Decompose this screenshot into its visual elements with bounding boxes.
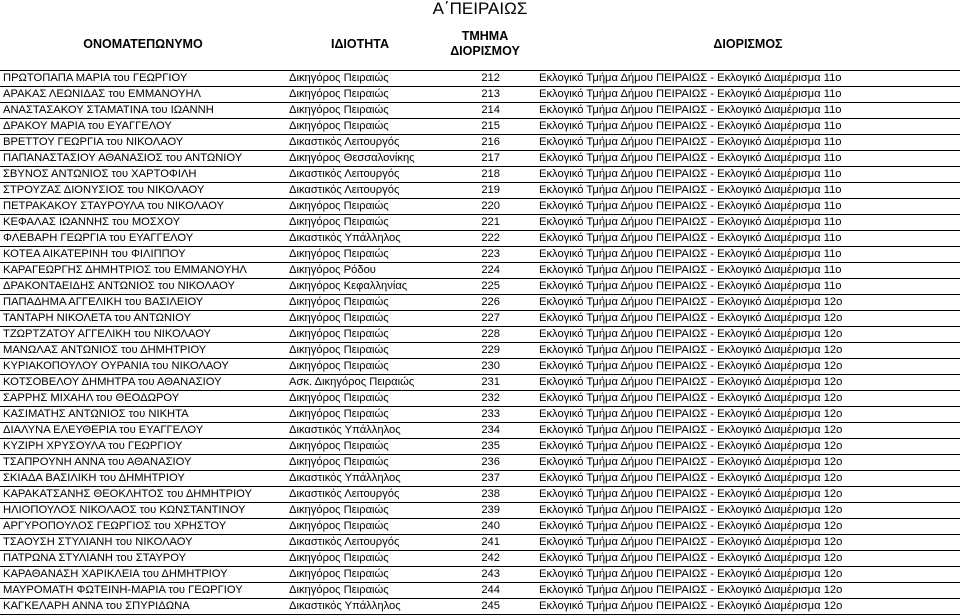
cell-name: ΤΑΝΤΑΡΗ ΝΙΚΟΛΕΤΑ του ΑΝΤΩΝΙΟΥ [0, 311, 286, 327]
cell-section: 217 [434, 151, 536, 167]
cell-assignment: Εκλογικό Τμήμα Δήμου ΠΕΙΡΑΙΩΣ - Εκλογικό Διαμέρισμα 12ο [536, 407, 960, 423]
cell-profession: Δικαστικός Υπάλληλος [286, 423, 434, 439]
cell-profession: Δικηγόρος Πειραιώς [286, 519, 434, 535]
cell-section: 219 [434, 183, 536, 199]
table-row [0, 519, 960, 535]
cell-assignment: Εκλογικό Τμήμα Δήμου ΠΕΙΡΑΙΩΣ - Εκλογικό Διαμέρισμα 11ο [536, 183, 960, 199]
table-row [0, 263, 960, 279]
cell-assignment: Εκλογικό Τμήμα Δήμου ΠΕΙΡΑΙΩΣ - Εκλογικό Διαμέρισμα 11ο [536, 87, 960, 103]
cell-section: 222 [434, 231, 536, 247]
cell-profession: Δικηγόρος Πειραιώς [286, 215, 434, 231]
cell-profession: Δικηγόρος Πειραιώς [286, 343, 434, 359]
column-header-profession: ΙΔΙΟΤΗΤΑ [286, 18, 434, 71]
cell-assignment: Εκλογικό Τμήμα Δήμου ΠΕΙΡΑΙΩΣ - Εκλογικό Διαμέρισμα 12ο [536, 567, 960, 583]
cell-assignment: Εκλογικό Τμήμα Δήμου ΠΕΙΡΑΙΩΣ - Εκλογικό Διαμέρισμα 12ο [536, 535, 960, 551]
cell-profession: Δικηγόρος Πειραιώς [286, 439, 434, 455]
table-row [0, 279, 960, 295]
cell-assignment: Εκλογικό Τμήμα Δήμου ΠΕΙΡΑΙΩΣ - Εκλογικό Διαμέρισμα 12ο [536, 375, 960, 391]
cell-profession: Δικηγόρος Πειραιώς [286, 359, 434, 375]
table-row [0, 151, 960, 167]
cell-name: ΜΑΥΡΟΜΑΤΗ ΦΩΤΕΙΝΗ-ΜΑΡΙΑ του ΓΕΩΡΓΙΟΥ [0, 583, 286, 599]
cell-assignment: Εκλογικό Τμήμα Δήμου ΠΕΙΡΑΙΩΣ - Εκλογικό Διαμέρισμα 12ο [536, 343, 960, 359]
cell-section: 240 [434, 519, 536, 535]
table-row [0, 343, 960, 359]
table-row [0, 599, 960, 615]
table-row [0, 183, 960, 199]
cell-assignment: Εκλογικό Τμήμα Δήμου ΠΕΙΡΑΙΩΣ - Εκλογικό Διαμέρισμα 11ο [536, 215, 960, 231]
cell-profession: Δικηγόρος Πειραιώς [286, 103, 434, 119]
cell-name: ΚΥΖΙΡΗ ΧΡΥΣΟΥΛΑ του ΓΕΩΡΓΙΟΥ [0, 439, 286, 455]
cell-section: 227 [434, 311, 536, 327]
cell-assignment: Εκλογικό Τμήμα Δήμου ΠΕΙΡΑΙΩΣ - Εκλογικό Διαμέρισμα 12ο [536, 311, 960, 327]
cell-name: ΤΣΑΟΥΣΗ ΣΤΥΛΙΑΝΗ του ΝΙΚΟΛΑΟΥ [0, 535, 286, 551]
table-row [0, 535, 960, 551]
cell-section: 212 [434, 71, 536, 87]
cell-profession: Δικηγόρος Πειραιώς [286, 327, 434, 343]
cell-section: 233 [434, 407, 536, 423]
cell-section: 238 [434, 487, 536, 503]
cell-name: ΠΑΤΡΩΝΑ ΣΤΥΛΙΑΝΗ του ΣΤΑΥΡΟΥ [0, 551, 286, 567]
cell-profession: Δικαστικός Λειτουργός [286, 535, 434, 551]
cell-section: 236 [434, 455, 536, 471]
cell-profession: Δικηγόρος Πειραιώς [286, 407, 434, 423]
cell-assignment: Εκλογικό Τμήμα Δήμου ΠΕΙΡΑΙΩΣ - Εκλογικό Διαμέρισμα 11ο [536, 199, 960, 215]
cell-name: ΠΡΩΤΟΠΑΠΑ ΜΑΡΙΑ του ΓΕΩΡΓΙΟΥ [0, 71, 286, 87]
cell-profession: Δικηγόρος Πειραιώς [286, 583, 434, 599]
cell-name: ΚΑΡΑΓΕΩΡΓΗΣ ΔΗΜΗΤΡΙΟΣ του ΕΜΜΑΝΟΥΗΛ [0, 263, 286, 279]
cell-name: ΔΡΑΚΟΝΤΑΕΙΔΗΣ ΑΝΤΩΝΙΟΣ του ΝΙΚΟΛΑΟΥ [0, 279, 286, 295]
table-row [0, 311, 960, 327]
cell-section: 231 [434, 375, 536, 391]
cell-profession: Δικηγόρος Πειραιώς [286, 567, 434, 583]
cell-section: 230 [434, 359, 536, 375]
cell-section: 216 [434, 135, 536, 151]
cell-name: ΚΕΦΑΛΑΣ ΙΩΑΝΝΗΣ του ΜΟΣΧΟΥ [0, 215, 286, 231]
cell-profession: Δικαστικός Λειτουργός [286, 167, 434, 183]
cell-profession: Δικηγόρος Πειραιώς [286, 71, 434, 87]
cell-assignment: Εκλογικό Τμήμα Δήμου ΠΕΙΡΑΙΩΣ - Εκλογικό Διαμέρισμα 11ο [536, 103, 960, 119]
cell-name: ΤΣΑΠΡΟΥΝΗ ΑΝΝΑ του ΑΘΑΝΑΣΙΟΥ [0, 455, 286, 471]
table-row [0, 231, 960, 247]
cell-section: 220 [434, 199, 536, 215]
cell-assignment: Εκλογικό Τμήμα Δήμου ΠΕΙΡΑΙΩΣ - Εκλογικό Διαμέρισμα 11ο [536, 135, 960, 151]
cell-section: 223 [434, 247, 536, 263]
cell-assignment: Εκλογικό Τμήμα Δήμου ΠΕΙΡΑΙΩΣ - Εκλογικό Διαμέρισμα 11ο [536, 279, 960, 295]
table-header-row [0, 18, 960, 71]
cell-section: 234 [434, 423, 536, 439]
cell-profession: Δικηγόρος Πειραιώς [286, 311, 434, 327]
cell-name: ΚΟΤΣΟΒΕΛΟΥ ΔΗΜΗΤΡΑ του ΑΘΑΝΑΣΙΟΥ [0, 375, 286, 391]
cell-assignment: Εκλογικό Τμήμα Δήμου ΠΕΙΡΑΙΩΣ - Εκλογικό Διαμέρισμα 11ο [536, 231, 960, 247]
cell-name: ΣΤΡΟΥΖΑΣ ΔΙΟΝΥΣΙΟΣ του ΝΙΚΟΛΑΟΥ [0, 183, 286, 199]
cell-assignment: Εκλογικό Τμήμα Δήμου ΠΕΙΡΑΙΩΣ - Εκλογικό Διαμέρισμα 11ο [536, 119, 960, 135]
cell-name: ΣΚΙΑΔΑ ΒΑΣΙΛΙΚΗ του ΔΗΜΗΤΡΙΟΥ [0, 471, 286, 487]
cell-name: ΚΥΡΙΑΚΟΠΟΥΛΟΥ ΟΥΡΑΝΙΑ του ΝΙΚΟΛΑΟΥ [0, 359, 286, 375]
cell-section: 232 [434, 391, 536, 407]
cell-assignment: Εκλογικό Τμήμα Δήμου ΠΕΙΡΑΙΩΣ - Εκλογικό Διαμέρισμα 12ο [536, 455, 960, 471]
cell-section: 242 [434, 551, 536, 567]
cell-name: ΚΑΡΑΚΑΤΣΑΝΗΣ ΘΕΟΚΛΗΤΟΣ του ΔΗΜΗΤΡΙΟΥ [0, 487, 286, 503]
cell-name: ΠΕΤΡΑΚΑΚΟΥ ΣΤΑΥΡΟΥΛΑ του ΝΙΚΟΛΑΟΥ [0, 199, 286, 215]
cell-section: 239 [434, 503, 536, 519]
cell-section: 245 [434, 599, 536, 615]
page-title: Α΄ΠΕΙΡΑΙΩΣ [432, 0, 528, 18]
cell-name: ΚΑΡΑΘΑΝΑΣΗ ΧΑΡΙΚΛΕΙΑ του ΔΗΜΗΤΡΙΟΥ [0, 567, 286, 583]
cell-section: 229 [434, 343, 536, 359]
table-row [0, 375, 960, 391]
cell-name: ΒΡΕΤΤΟΥ ΓΕΩΡΓΙΑ του ΝΙΚΟΛΑΟΥ [0, 135, 286, 151]
column-header-section: ΤΜΗΜΑ ΔΙΟΡΙΣΜΟΥ [434, 18, 536, 71]
cell-assignment: Εκλογικό Τμήμα Δήμου ΠΕΙΡΑΙΩΣ - Εκλογικό Διαμέρισμα 12ο [536, 471, 960, 487]
cell-assignment: Εκλογικό Τμήμα Δήμου ΠΕΙΡΑΙΩΣ - Εκλογικό Διαμέρισμα 12ο [536, 359, 960, 375]
cell-section: 243 [434, 567, 536, 583]
cell-assignment: Εκλογικό Τμήμα Δήμου ΠΕΙΡΑΙΩΣ - Εκλογικό Διαμέρισμα 12ο [536, 327, 960, 343]
cell-profession: Δικηγόρος Πειραιώς [286, 87, 434, 103]
table-row [0, 119, 960, 135]
cell-profession: Δικηγόρος Πειραιώς [286, 503, 434, 519]
cell-assignment: Εκλογικό Τμήμα Δήμου ΠΕΙΡΑΙΩΣ - Εκλογικό Διαμέρισμα 11ο [536, 247, 960, 263]
cell-section: 214 [434, 103, 536, 119]
cell-section: 244 [434, 583, 536, 599]
cell-name: ΣΒΥΝΟΣ ΑΝΤΩΝΙΟΣ του ΧΑΡΤΟΦΙΛΗ [0, 167, 286, 183]
cell-name: ΚΑΓΚΕΛΑΡΗ ΑΝΝΑ του ΣΠΥΡΙΔΩΝΑ [0, 599, 286, 615]
cell-profession: Δικηγόρος Ρόδου [286, 263, 434, 279]
cell-section: 225 [434, 279, 536, 295]
table-row [0, 391, 960, 407]
cell-profession: Δικαστικός Λειτουργός [286, 487, 434, 503]
cell-assignment: Εκλογικό Τμήμα Δήμου ΠΕΙΡΑΙΩΣ - Εκλογικό Διαμέρισμα 12ο [536, 519, 960, 535]
cell-name: ΤΖΩΡΤΖΑΤΟΥ ΑΓΓΕΛΙΚΗ του ΝΙΚΟΛΑΟΥ [0, 327, 286, 343]
cell-profession: Δικηγόρος Πειραιώς [286, 119, 434, 135]
cell-assignment: Εκλογικό Τμήμα Δήμου ΠΕΙΡΑΙΩΣ - Εκλογικό Διαμέρισμα 11ο [536, 263, 960, 279]
table-row [0, 407, 960, 423]
table-row [0, 247, 960, 263]
cell-name: ΦΛΕΒΑΡΗ ΓΕΩΡΓΙΑ του ΕΥΑΓΓΕΛΟΥ [0, 231, 286, 247]
cell-name: ΔΙΑΛΥΝΑ ΕΛΕΥΘΕΡΙΑ του ΕΥΑΓΓΕΛΟΥ [0, 423, 286, 439]
cell-assignment: Εκλογικό Τμήμα Δήμου ΠΕΙΡΑΙΩΣ - Εκλογικό Διαμέρισμα 12ο [536, 295, 960, 311]
cell-name: ΑΝΑΣΤΑΣΑΚΟΥ ΣΤΑΜΑΤΙΝΑ του ΙΩΑΝΝΗ [0, 103, 286, 119]
table-row [0, 567, 960, 583]
table-row [0, 103, 960, 119]
cell-section: 218 [434, 167, 536, 183]
cell-name: ΑΡΑΚΑΣ ΛΕΩΝΙΔΑΣ του ΕΜΜΑΝΟΥΗΛ [0, 87, 286, 103]
cell-section: 235 [434, 439, 536, 455]
cell-section: 241 [434, 535, 536, 551]
cell-name: ΠΑΠΑΝΑΣΤΑΣΙΟΥ ΑΘΑΝΑΣΙΟΣ του ΑΝΤΩΝΙΟΥ [0, 151, 286, 167]
cell-name: ΚΟΤΕΑ ΑΙΚΑΤΕΡΙΝΗ του ΦΙΛΙΠΠΟΥ [0, 247, 286, 263]
cell-profession: Δικαστικός Λειτουργός [286, 135, 434, 151]
cell-section: 224 [434, 263, 536, 279]
cell-name: ΚΑΣΙΜΑΤΗΣ ΑΝΤΩΝΙΟΣ του ΝΙΚΗΤΑ [0, 407, 286, 423]
cell-profession: Δικηγόρος Πειραιώς [286, 199, 434, 215]
cell-section: 237 [434, 471, 536, 487]
table-row [0, 71, 960, 87]
table-row [0, 455, 960, 471]
column-header-assignment: ΔΙΟΡΙΣΜΟΣ [536, 18, 960, 71]
cell-profession: Δικηγόρος Πειραιώς [286, 455, 434, 471]
cell-name: ΜΑΝΩΛΑΣ ΑΝΤΩΝΙΟΣ του ΔΗΜΗΤΡΙΟΥ [0, 343, 286, 359]
table-row [0, 471, 960, 487]
table-row [0, 439, 960, 455]
cell-profession: Δικαστικός Υπάλληλος [286, 231, 434, 247]
table-row [0, 167, 960, 183]
cell-assignment: Εκλογικό Τμήμα Δήμου ΠΕΙΡΑΙΩΣ - Εκλογικό Διαμέρισμα 12ο [536, 487, 960, 503]
table-row [0, 87, 960, 103]
cell-name: ΑΡΓΥΡΟΠΟΥΛΟΣ ΓΕΩΡΓΙΟΣ του ΧΡΗΣΤΟΥ [0, 519, 286, 535]
cell-section: 213 [434, 87, 536, 103]
cell-profession: Δικηγόρος Πειραιώς [286, 391, 434, 407]
table-row [0, 423, 960, 439]
cell-assignment: Εκλογικό Τμήμα Δήμου ΠΕΙΡΑΙΩΣ - Εκλογικό Διαμέρισμα 12ο [536, 391, 960, 407]
table-row [0, 487, 960, 503]
cell-profession: Δικηγόρος Κεφαλληνίας [286, 279, 434, 295]
cell-name: ΣΑΡΡΗΣ ΜΙΧΑΗΛ του ΘΕΟΔΩΡΟΥ [0, 391, 286, 407]
table-row [0, 359, 960, 375]
cell-name: ΗΛΙΟΠΟΥΛΟΣ ΝΙΚΟΛΑΟΣ του ΚΩΝΣΤΑΝΤΙΝΟΥ [0, 503, 286, 519]
table-row [0, 583, 960, 599]
column-header-name: ΟΝΟΜΑΤΕΠΩΝΥΜΟ [0, 18, 286, 71]
cell-assignment: Εκλογικό Τμήμα Δήμου ΠΕΙΡΑΙΩΣ - Εκλογικό Διαμέρισμα 12ο [536, 551, 960, 567]
cell-profession: Δικηγόρος Πειραιώς [286, 551, 434, 567]
cell-profession: Δικηγόρος Πειραιώς [286, 295, 434, 311]
table-row [0, 503, 960, 519]
cell-section: 228 [434, 327, 536, 343]
cell-assignment: Εκλογικό Τμήμα Δήμου ΠΕΙΡΑΙΩΣ - Εκλογικό Διαμέρισμα 12ο [536, 503, 960, 519]
cell-profession: Δικηγόρος Θεσσαλονίκης [286, 151, 434, 167]
cell-assignment: Εκλογικό Τμήμα Δήμου ΠΕΙΡΑΙΩΣ - Εκλογικό Διαμέρισμα 11ο [536, 151, 960, 167]
cell-assignment: Εκλογικό Τμήμα Δήμου ΠΕΙΡΑΙΩΣ - Εκλογικό Διαμέρισμα 12ο [536, 423, 960, 439]
appointments-table [0, 18, 960, 615]
table-row [0, 295, 960, 311]
cell-profession: Δικαστικός Λειτουργός [286, 183, 434, 199]
table-row [0, 551, 960, 567]
cell-assignment: Εκλογικό Τμήμα Δήμου ΠΕΙΡΑΙΩΣ - Εκλογικό Διαμέρισμα 12ο [536, 439, 960, 455]
table-row [0, 199, 960, 215]
cell-assignment: Εκλογικό Τμήμα Δήμου ΠΕΙΡΑΙΩΣ - Εκλογικό Διαμέρισμα 11ο [536, 71, 960, 87]
cell-name: ΠΑΠΑΔΗΜΑ ΑΓΓΕΛΙΚΗ του ΒΑΣΙΛΕΙΟΥ [0, 295, 286, 311]
cell-assignment: Εκλογικό Τμήμα Δήμου ΠΕΙΡΑΙΩΣ - Εκλογικό Διαμέρισμα 12ο [536, 583, 960, 599]
cell-section: 226 [434, 295, 536, 311]
cell-assignment: Εκλογικό Τμήμα Δήμου ΠΕΙΡΑΙΩΣ - Εκλογικό Διαμέρισμα 12ο [536, 599, 960, 615]
table-row [0, 327, 960, 343]
table-row [0, 215, 960, 231]
cell-profession: Δικηγόρος Πειραιώς [286, 247, 434, 263]
table-row [0, 135, 960, 151]
cell-name: ΔΡΑΚΟΥ ΜΑΡΙΑ του ΕΥΑΓΓΕΛΟΥ [0, 119, 286, 135]
cell-profession: Δικαστικός Υπάλληλος [286, 471, 434, 487]
cell-section: 221 [434, 215, 536, 231]
cell-assignment: Εκλογικό Τμήμα Δήμου ΠΕΙΡΑΙΩΣ - Εκλογικό Διαμέρισμα 11ο [536, 167, 960, 183]
cell-section: 215 [434, 119, 536, 135]
cell-profession: Ασκ. Δικηγόρος Πειραιώς [286, 375, 434, 391]
cell-profession: Δικαστικός Υπάλληλος [286, 599, 434, 615]
